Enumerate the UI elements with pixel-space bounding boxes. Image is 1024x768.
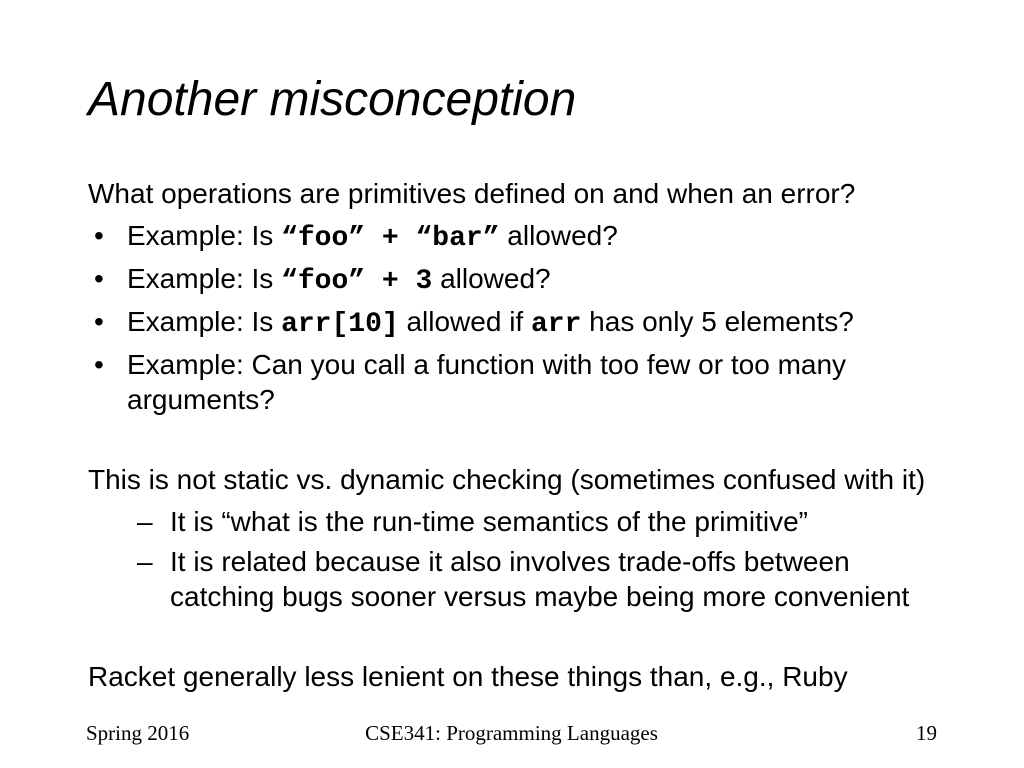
sub-bullet-text: It is “what is the run-time semantics of the primitive” <box>170 506 808 537</box>
text-segment: allowed if <box>398 306 531 337</box>
bullet-text <box>127 218 960 256</box>
text-segment: Example: Can you call a function with too few or too many arguments? <box>127 349 847 415</box>
inline-code: “foo” + 3 <box>281 266 433 297</box>
sub-bullet-item <box>88 504 960 539</box>
bullet-marker: • <box>94 306 104 337</box>
bullet-item <box>88 218 960 256</box>
bullet-item <box>88 261 960 299</box>
text-segment: Example: Is <box>127 220 282 251</box>
dash-marker: – <box>137 546 153 577</box>
slide-title: Another misconception <box>88 73 577 126</box>
slide-body <box>88 176 960 694</box>
inline-code: arr[10] <box>281 309 399 340</box>
slide-footer <box>86 720 937 746</box>
footer-course: CSE341: Programming Languages <box>365 721 658 745</box>
text-segment: Example: Is <box>127 263 282 294</box>
inline-code: arr <box>530 309 582 340</box>
intro-line: What operations are primitives defined on and when an error? <box>88 178 856 209</box>
dash-marker: – <box>137 506 153 537</box>
bullet-marker: • <box>94 263 104 294</box>
bullet-item <box>88 347 960 417</box>
footer-date: Spring 2016 <box>86 721 190 745</box>
bullet-text <box>127 261 960 299</box>
bullet-item <box>88 304 960 342</box>
inline-code: “foo” + “bar” <box>281 223 500 254</box>
sub-bullet-item <box>88 544 960 614</box>
text-segment: Example: Is <box>127 306 282 337</box>
bullet-marker: • <box>94 220 104 251</box>
bullet-text <box>127 347 960 417</box>
footer-page-number: 19 <box>916 721 937 745</box>
bullet-marker: • <box>94 349 104 380</box>
sub-bullet-text: It is related because it also involves trade-offs between catching bugs sooner versus maybe being more convenient <box>170 546 910 612</box>
closing-line: Racket generally less lenient on these things than, e.g., Ruby <box>88 661 848 692</box>
text-segment: allowed? <box>499 220 618 251</box>
statement-line: This is not static vs. dynamic checking (sometimes confused with it) <box>88 464 926 495</box>
bullet-text <box>127 304 960 342</box>
text-segment: has only 5 elements? <box>581 306 854 337</box>
text-segment: allowed? <box>432 263 551 294</box>
